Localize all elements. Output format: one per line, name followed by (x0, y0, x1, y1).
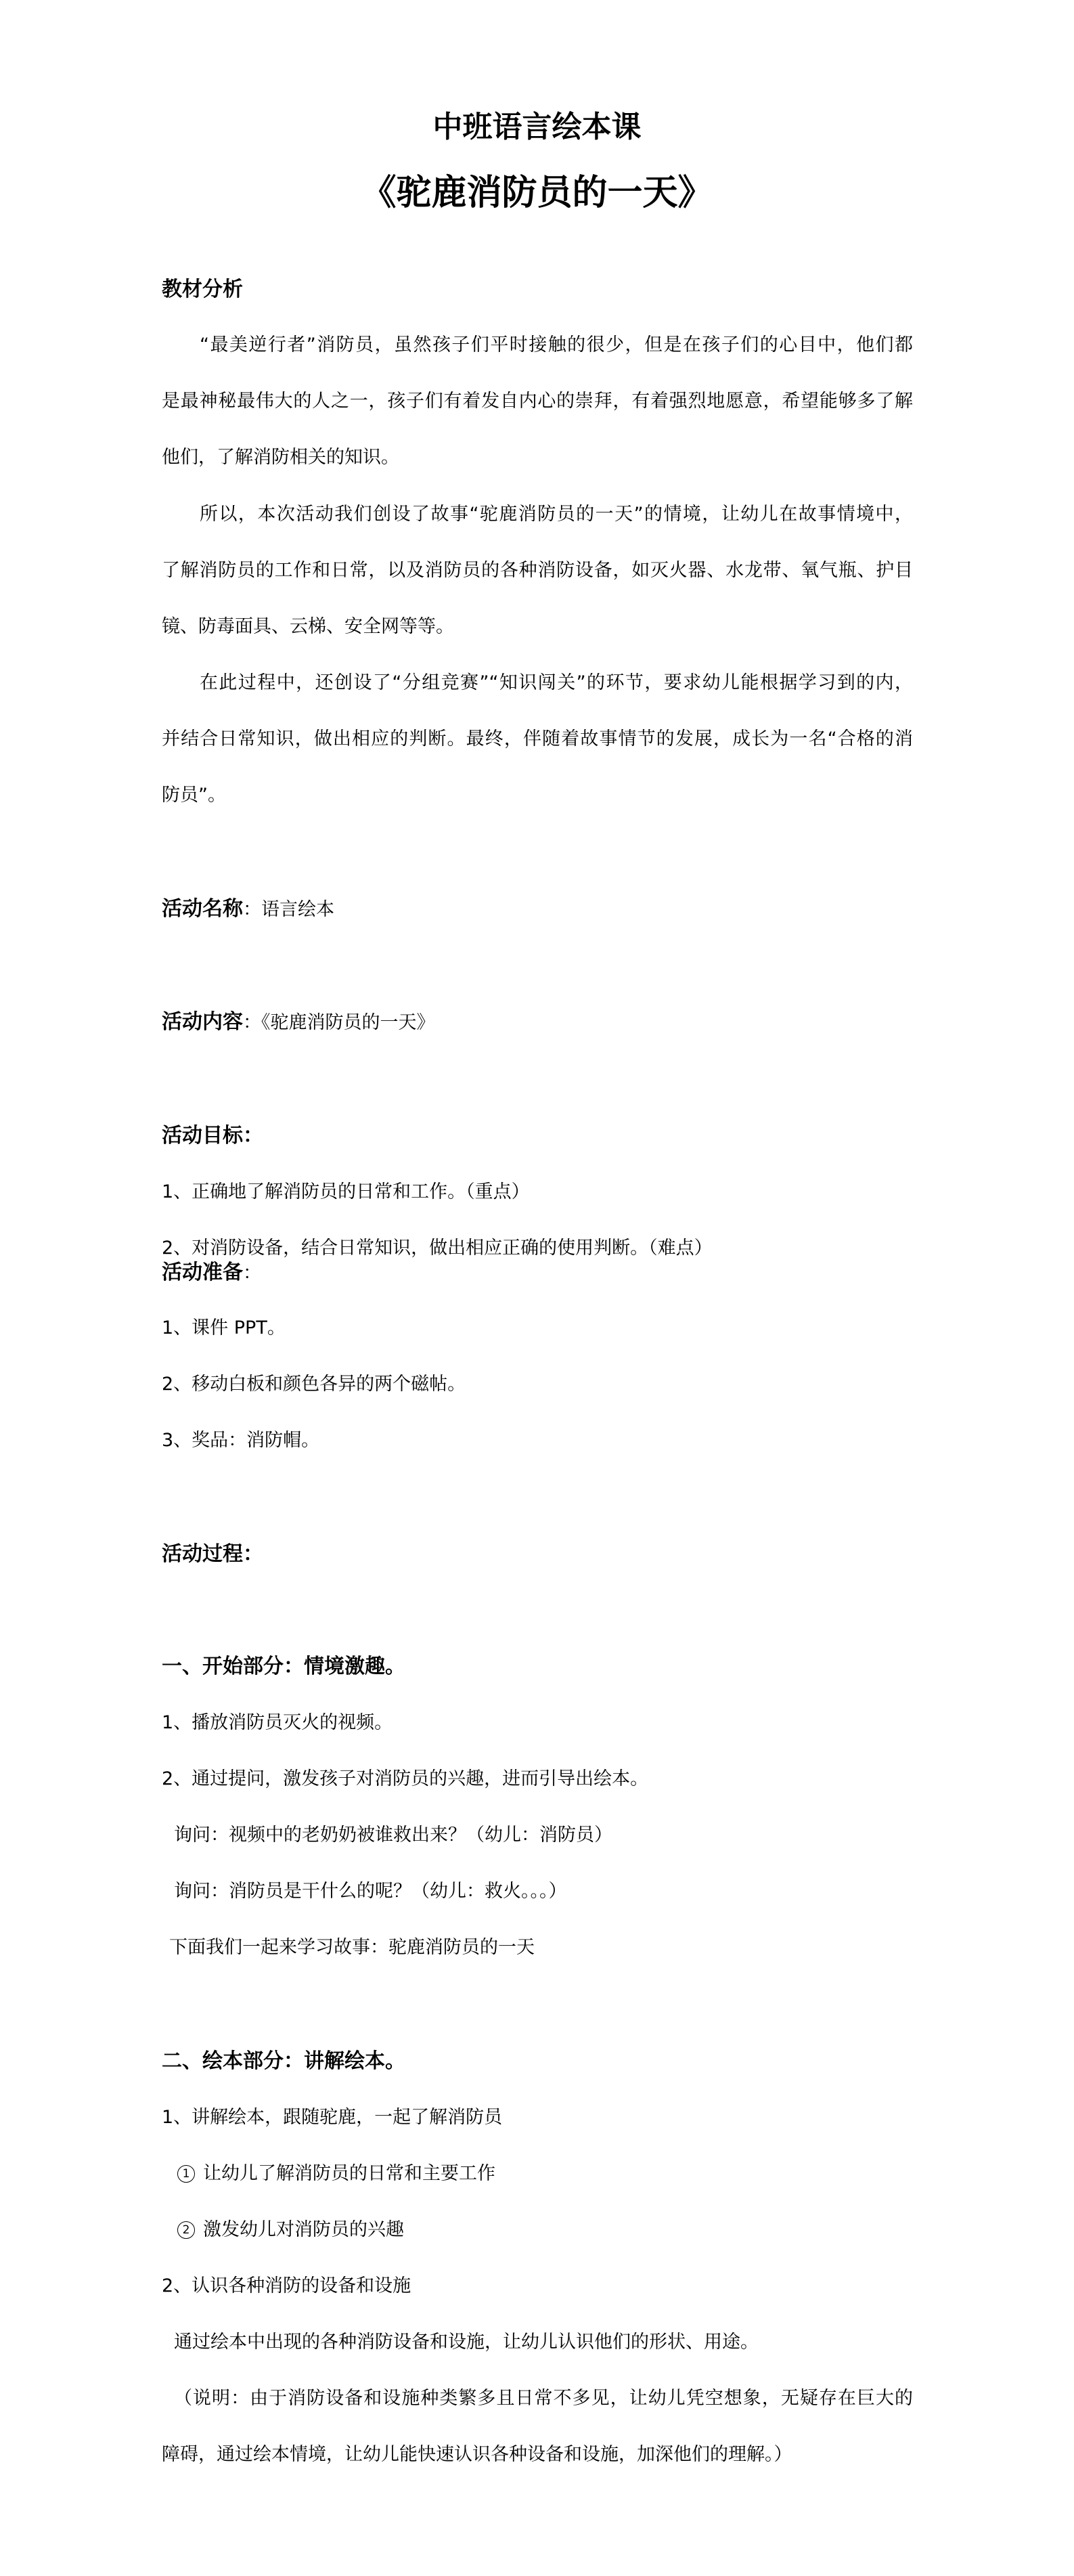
preparation-item-1: 1、课件 PPT。 (162, 1317, 286, 1338)
part1-heading: 一、开始部分：情境激趣。 (162, 1655, 405, 1678)
analysis-para2-line3: 镜、防毒面具、云梯、安全网等等。 (162, 616, 454, 637)
process-heading: 活动过程： (162, 1542, 263, 1566)
analysis-para1-line3: 他们，了解消防相关的知识。 (162, 447, 399, 468)
part1-question-2: 询问：消防员是干什么的呢？（幼儿：救火。。。） (174, 1881, 567, 1902)
circled-number-2-icon: 2 (177, 2221, 195, 2239)
activity-content-label: 活动内容 (162, 1010, 243, 1034)
goals-heading: 活动目标： (162, 1124, 263, 1148)
goal-item-2: 2、对消防设备，结合日常知识，做出相应正确的使用判断。（难点） (162, 1238, 713, 1259)
activity-name-row (162, 897, 334, 922)
goal-item-1: 1、正确地了解消防员的日常和工作。（重点） (162, 1181, 530, 1202)
part2-item-1: 1、讲解绘本，跟随驼鹿，一起了解消防员 (162, 2107, 503, 2128)
analysis-para2-line1: 所以，本次活动我们创设了故事“驼鹿消防员的一天”的情境，让幼儿在故事情境中， (200, 504, 913, 525)
analysis-para3-line2: 并结合日常知识，做出相应的判断。最终，伴随着故事情节的发展，成长为一名“合格的消 (162, 728, 913, 749)
circled-number-1-icon: 1 (177, 2165, 195, 2183)
preparation-heading-row (162, 1261, 261, 1286)
preparation-item-3: 3、奖品：消防帽。 (162, 1430, 320, 1451)
analysis-heading: 教材分析 (162, 278, 243, 301)
part2-subitem-2 (177, 2218, 404, 2242)
activity-name-sep: ： (243, 899, 261, 920)
analysis-para3-line1: 在此过程中，还创设了“分组竞赛”“知识闯关”的环节，要求幼儿能根据学习到的内， (200, 672, 913, 693)
analysis-para1-line1: “最美逆行者”消防员，虽然孩子们平时接触的很少，但是在孩子们的心目中，他们都 (200, 334, 913, 355)
part2-note-line2: 障碍，通过绘本情境，让幼儿能快速认识各种设备和设施，加深他们的理解。） (162, 2444, 792, 2465)
activity-name-value: 语言绘本 (261, 899, 334, 920)
story-title: 《驼鹿消防员的一天》 (361, 173, 713, 213)
analysis-para2-line2: 了解消防员的工作和日常，以及消防员的各种消防设备，如灭火器、水龙带、氧气瓶、护目 (162, 560, 913, 581)
activity-content-sep: ： (243, 1012, 261, 1033)
part1-question-1: 询问：视频中的老奶奶被谁救出来？（幼儿：消防员） (174, 1825, 612, 1846)
part2-heading: 二、绘本部分：讲解绘本。 (162, 2049, 405, 2073)
part1-item-2: 2、通过提问，激发孩子对消防员的兴趣，进而引导出绘本。 (162, 1768, 649, 1789)
part2-item-2-desc: 通过绘本中出现的各种消防设备和设施，让幼儿认识他们的形状、用途。 (174, 2332, 759, 2353)
analysis-para3-line3: 防员”。 (162, 785, 226, 806)
course-title: 中班语言绘本课 (432, 110, 642, 144)
part1-item-1: 1、播放消防员灭火的视频。 (162, 1712, 393, 1733)
part2-subitem-1 (177, 2162, 495, 2186)
part2-item-2: 2、认识各种消防的设备和设施 (162, 2275, 411, 2296)
analysis-para1-line2: 是最神秘最伟大的人之一，孩子们有着发自内心的崇拜，有着强烈地愿意，希望能够多了解 (162, 391, 913, 412)
part2-subitem-1-text: 让幼儿了解消防员的日常和主要工作 (203, 2163, 495, 2184)
activity-name-label: 活动名称 (162, 897, 243, 921)
preparation-item-2: 2、移动白板和颜色各异的两个磁帖。 (162, 1374, 466, 1395)
activity-content-value: 《驼鹿消防员的一天》 (261, 1012, 435, 1033)
preparation-heading: 活动准备 (162, 1261, 243, 1284)
part2-subitem-2-text: 激发幼儿对消防员的兴趣 (203, 2219, 404, 2240)
preparation-sep: ： (243, 1263, 261, 1284)
part2-note-line1: （说明：由于消防设备和设施种类繁多且日常不多见，让幼儿凭空想象，无疑存在巨大的 (174, 2388, 913, 2409)
activity-content-row (162, 1010, 435, 1035)
part1-transition: 下面我们一起来学习故事：驼鹿消防员的一天 (169, 1937, 535, 1958)
